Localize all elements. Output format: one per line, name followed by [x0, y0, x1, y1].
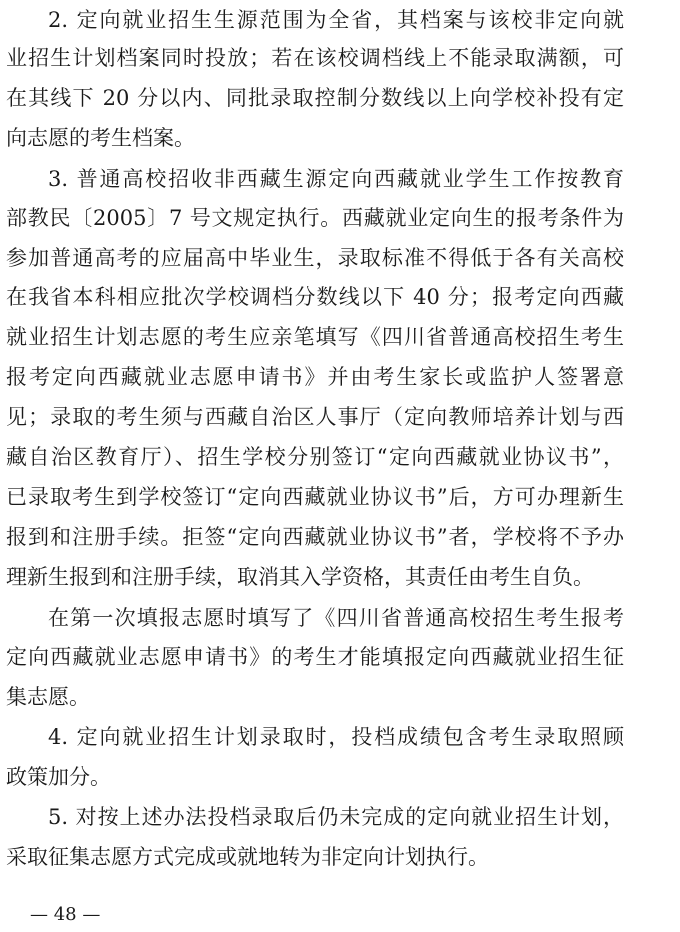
page-number: — 48 —	[30, 904, 101, 925]
paragraph-3-line-9: 已录取考生到学校签订“定向西藏就业协议书”后，方可办理新生	[6, 485, 624, 509]
paragraph-2-line-1: 2. 定向就业招生生源范围为全省，其档案与该校非定向就	[48, 8, 624, 32]
paragraph-3-line-10: 报到和注册手续。拒签“定向西藏就业协议书”者，学校将不予办	[6, 525, 624, 549]
paragraph-3b-line-3: 集志愿。	[6, 685, 90, 709]
paragraph-5-line-2: 采取征集志愿方式完成或就地转为非定向计划执行。	[6, 845, 489, 869]
paragraph-4-line-1: 4. 定向就业招生计划录取时，投档成绩包含考生录取照顾	[48, 725, 624, 749]
paragraph-3b-line-2: 定向西藏就业志愿申请书》的考生才能填报定向西藏就业招生征	[6, 645, 624, 669]
paragraph-5-line-1: 5. 对按上述办法投档录取后仍未完成的定向就业招生计划，	[48, 805, 624, 829]
paragraph-3-line-4: 在我省本科相应批次学校调档分数线以下 40 分；报考定向西藏	[6, 285, 624, 309]
paragraph-3-line-2: 部教民〔2005〕7 号文规定执行。西藏就业定向生的报考条件为	[6, 206, 624, 230]
paragraph-2-line-3: 在其线下 20 分以内、同批录取控制分数线以上向学校补投有定	[6, 86, 624, 110]
paragraph-3-line-7: 见；录取的考生须与西藏自治区人事厅（定向教师培养计划与西	[6, 405, 624, 429]
paragraph-3-line-3: 参加普通高考的应届高中毕业生，录取标准不得低于各有关高校	[6, 246, 624, 270]
paragraph-2-line-2: 业招生计划档案同时投放；若在该校调档线上不能录取满额，可	[6, 46, 624, 70]
paragraph-3-line-8: 藏自治区教育厅）、招生学校分别签订“定向西藏就业协议书”，	[6, 445, 624, 469]
paragraph-3b-line-1: 在第一次填报志愿时填写了《四川省普通高校招生考生报考	[48, 606, 624, 630]
paragraph-3-line-6: 报考定向西藏就业志愿申请书》并由考生家长或监护人签署意	[6, 365, 624, 389]
paragraph-3-line-1: 3. 普通高校招收非西藏生源定向西藏就业学生工作按教育	[48, 167, 624, 191]
paragraph-4-line-2: 政策加分。	[6, 765, 111, 789]
paragraph-3-line-5: 就业招生计划志愿的考生应亲笔填写《四川省普通高校招生考生	[6, 325, 624, 349]
paragraph-2-line-4: 向志愿的考生档案。	[6, 126, 195, 150]
paragraph-3-line-11: 理新生报到和注册手续，取消其入学资格，其责任由考生自负。	[6, 565, 594, 589]
